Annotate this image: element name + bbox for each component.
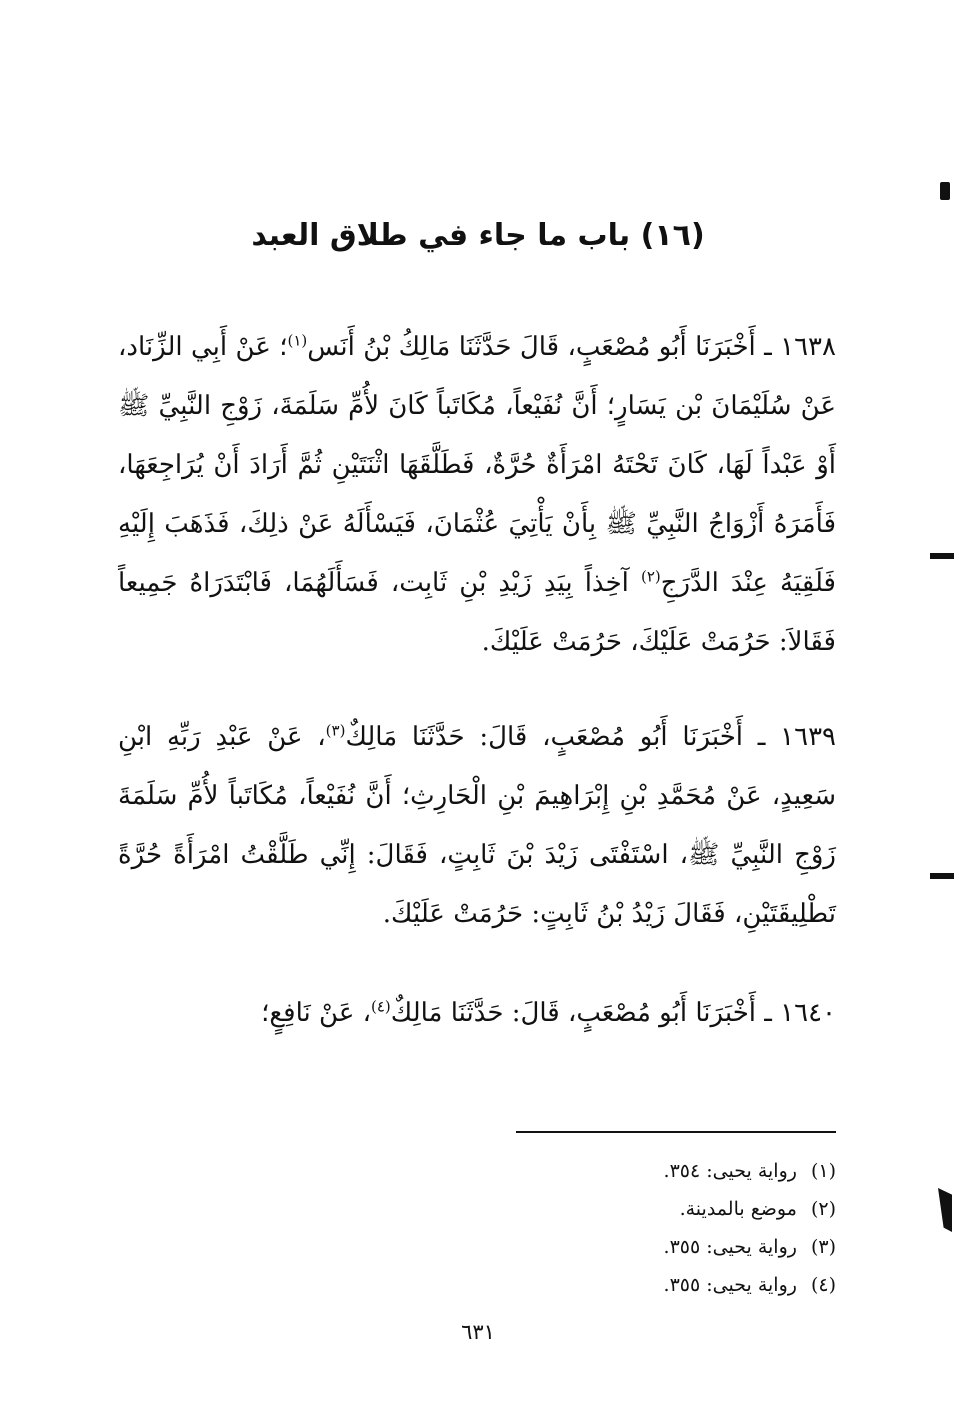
page-number: ٦٣١: [461, 1320, 495, 1344]
footnote-ref: (٣): [325, 721, 346, 740]
scan-edge-mark: [930, 553, 954, 559]
footnote-text: رواية يحيى: ٣٥٤.: [663, 1160, 797, 1182]
hadith-1639: [118, 708, 836, 944]
hadith-text: آخِذاً بِيَدِ زَيْدِ بْنِ ثَابِت، فَسَأَلَهُمَا، فَابْتَدَرَاهُ جَمِيعاً فَقَالاَ: حَرُمَتْ عَلَيْكَ، حَرُمَتْ عَلَيْكَ.: [118, 568, 836, 657]
footnote-number: (٤): [810, 1274, 836, 1296]
hadith-text: ١٦٤٠ ـ أَخْبَرَنَا أَبُو مُصْعَبٍ، قَالَ: حَدَّثَنَا مَالِكٌ: [390, 998, 836, 1028]
footnote-number: (١): [810, 1160, 836, 1182]
scan-edge-mark: [940, 182, 950, 200]
hadith-1638: [118, 318, 836, 672]
footnote: [480, 1190, 836, 1228]
hadith-text: ، عَنْ نَافِعٍ؛: [261, 998, 371, 1028]
hadith-text: ، عَنْ عَبْدِ رَبِّهِ ابْنِ سَعِيدٍ، عَنْ مُحَمَّدِ بْنِ إِبْرَاهِيمَ بْنِ الْحَارِثِ؛ أَنَّ نُفَيْعاً، مُكَاتَباً لأُمِّ سَلَمَةَ زَوْجِ النَّبِيِّ ﷺ، اسْتَفْتَى زَيْدَ بْنَ ثَابِتٍ، فَقَالَ: إِنِّي طَلَّقْتُ امْرَأَةً حُرَّةً تَطْلِيقَتَيْنِ، فَقَالَ زَيْدُ بْنُ ثَابِتٍ: حَرُمَتْ عَلَيْكَ.: [118, 722, 836, 929]
footnote-text: رواية يحيى: ٣٥٥.: [663, 1236, 797, 1258]
hadith-1640: [118, 984, 836, 1043]
hadith-text: ؛ عَنْ أَبِي الزِّنَاد، عَنْ سُلَيْمَانَ بْن يَسَارٍ؛ أَنَّ نُفَيْعاً، مُكَاتَباً كَانَ لأُمِّ سَلَمَةَ، زَوْجِ النَّبِيِّ ﷺ أَوْ عَبْداً لَهَا، كَانَ تَحْتَهُ امْرَأَةٌ حُرَّةٌ، فَطَلَّقَهَا اثْنَتَيْنِ ثُمَّ أَرَادَ أَنْ يُرَاجِعَهَا، فَأَمَرَهُ أَزْوَاجُ النَّبِيِّ ﷺ بِأَنْ يَأْتِيَ عُثْمَانَ، فَيَسْأَلَهُ عَنْ ذلِكَ، فَذَهَبَ إِلَيْهِ فَلَقِيَهُ عِنْدَ الدَّرَجِ: [118, 332, 836, 598]
footnote-ref: (٢): [640, 567, 661, 586]
hadith-text: ١٦٣٨ ـ أَخْبَرَنَا أَبُو مُصْعَبٍ، قَالَ حَدَّثَنَا مَالِكُ بْنُ أَنَس: [307, 332, 836, 362]
hadith-text: ١٦٣٩ ـ أَخْبَرَنَا أَبُو مُصْعَبٍ، قَالَ: حَدَّثَنَا مَالِكٌ: [345, 722, 836, 752]
footnote-number: (٢): [810, 1198, 836, 1220]
footnote-text: موضع بالمدينة.: [679, 1198, 797, 1220]
footnote-ref: (٤): [371, 997, 391, 1016]
scan-edge-mark: [930, 873, 954, 879]
footnote-divider: [516, 1131, 836, 1133]
footnote-number: (٣): [810, 1236, 836, 1258]
footnote: [480, 1228, 836, 1266]
footnotes: [480, 1152, 836, 1304]
chapter-heading: (١٦) باب ما جاء في طلاق العبد: [251, 218, 705, 253]
scan-edge-mark: [938, 1188, 952, 1232]
footnote-ref: (١): [287, 331, 308, 350]
footnote-text: رواية يحيى: ٣٥٥.: [663, 1274, 797, 1296]
footnote: [480, 1266, 836, 1304]
footnote: [480, 1152, 836, 1190]
